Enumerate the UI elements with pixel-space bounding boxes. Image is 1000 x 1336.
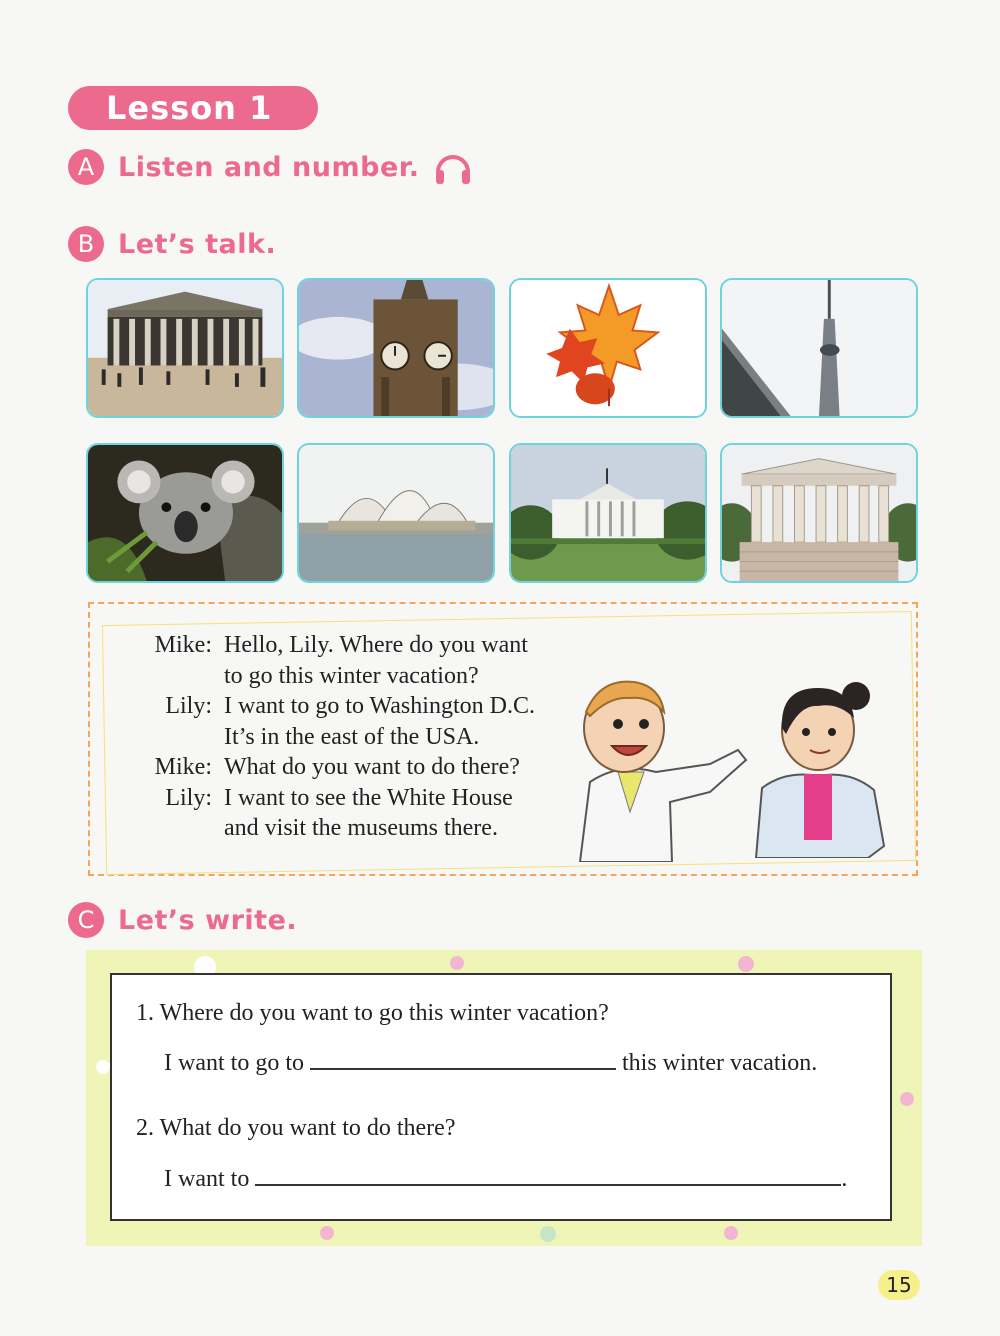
decor-dot (540, 1226, 556, 1242)
dialogue-row (130, 813, 535, 844)
question-1: 1. Where do you want to go this winter vacation? (136, 1000, 609, 1026)
dialogue-line: I want to see the White House (224, 784, 513, 811)
decor-dot (450, 956, 464, 970)
photo-sydney-opera-house (297, 443, 495, 583)
photo-koala (86, 443, 284, 583)
dialogue-row (130, 661, 535, 692)
page-number: 15 (878, 1270, 920, 1300)
answer-2-blank[interactable] (255, 1164, 841, 1186)
photo-white-house (509, 443, 707, 583)
dialogue-row (130, 722, 535, 753)
photo-cn-tower (720, 278, 918, 418)
section-b-heading (68, 226, 276, 262)
dialogue (130, 630, 535, 844)
section-b-title: Let’s talk. (118, 228, 277, 260)
answer-1-suffix: this winter vacation. (621, 1050, 818, 1076)
dialogue-row (130, 630, 535, 661)
section-c-heading (68, 902, 297, 938)
section-c-title: Let’s write. (118, 904, 298, 936)
question-2: 2. What do you want to do there? (136, 1115, 456, 1141)
answer-1-blank[interactable] (310, 1048, 616, 1070)
dialogue-speaker (130, 661, 212, 692)
dialogue-row (130, 752, 535, 783)
photo-big-ben (297, 278, 495, 418)
section-b-letter: B (68, 226, 104, 262)
section-a-letter: A (68, 149, 104, 185)
dialogue-speaker (130, 722, 212, 753)
section-c-letter: C (68, 902, 104, 938)
dialogue-line: I want to go to Washington D.C. (224, 693, 535, 719)
illustration-mike (560, 672, 750, 862)
dialogue-line: What do you want to do there? (224, 754, 520, 780)
section-a-heading (68, 148, 473, 186)
decor-dot (900, 1092, 914, 1106)
answer-2-suffix: . (841, 1166, 848, 1192)
dialogue-speaker: Mike: (154, 754, 212, 780)
photo-museum-columns (720, 443, 918, 583)
answer-2-line (164, 1164, 847, 1193)
dialogue-speaker: Lily: (165, 784, 212, 811)
dialogue-line: to go this winter vacation? (224, 662, 479, 689)
dialogue-speaker (130, 813, 212, 844)
decor-dot (320, 1226, 334, 1240)
dialogue-row (130, 783, 535, 814)
dialogue-speaker: Mike: (154, 632, 212, 658)
dialogue-speaker: Lily: (165, 693, 212, 719)
headphones-icon[interactable] (433, 148, 473, 186)
dialogue-line: and visit the museums there. (224, 815, 498, 841)
dialogue-line: Hello, Lily. Where do you want (224, 632, 528, 658)
illustration-lily (746, 678, 896, 858)
dialogue-line: It’s in the east of the USA. (224, 723, 480, 750)
decor-dot (738, 956, 754, 972)
answer-1-line (164, 1048, 817, 1077)
photo-british-museum (86, 278, 284, 418)
lesson-title: Lesson 1 (68, 86, 318, 130)
photo-maple-leaf (509, 278, 707, 418)
answer-1-prefix: I want to go to (164, 1050, 304, 1076)
answer-2-prefix: I want to (164, 1166, 250, 1192)
dialogue-row (130, 691, 535, 722)
decor-dot (96, 1060, 110, 1074)
section-a-title: Listen and number. (118, 151, 420, 183)
decor-dot (724, 1226, 738, 1240)
